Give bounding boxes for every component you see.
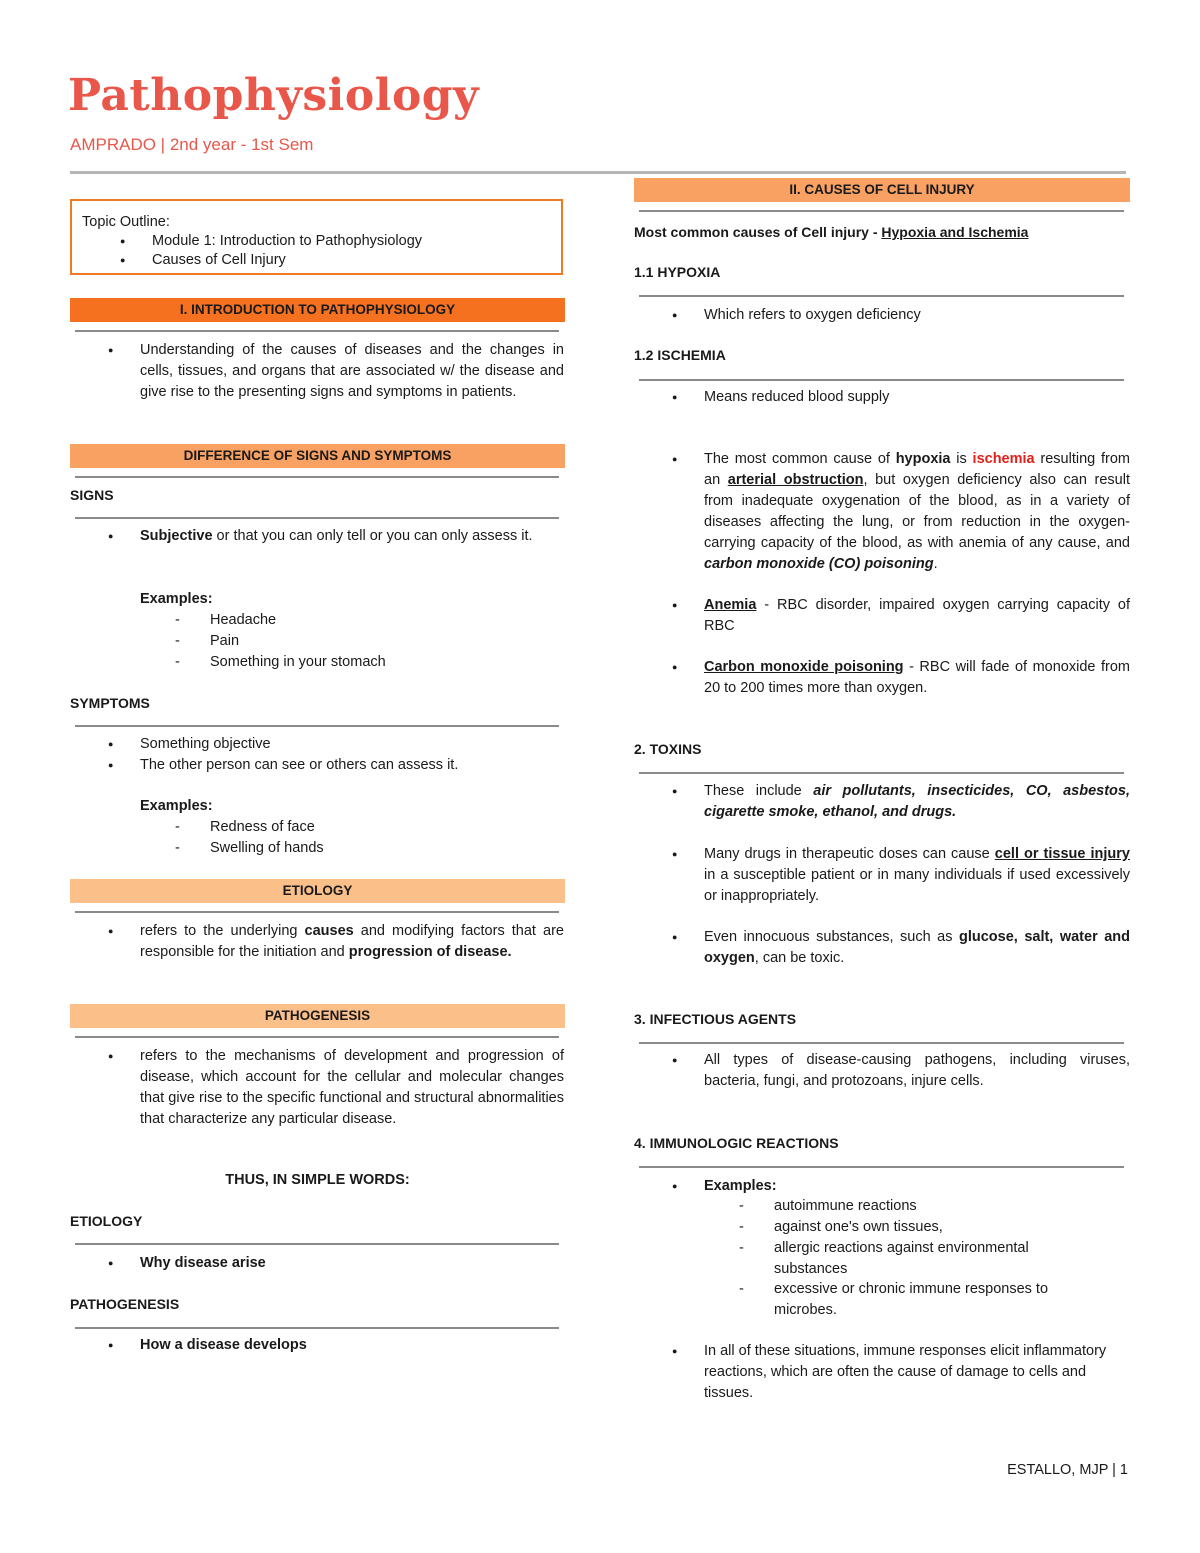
- causes-banner: II. CAUSES OF CELL INJURY: [634, 178, 1130, 202]
- list-item: - against one's own tissues,: [634, 1217, 1094, 1238]
- innoc-list: glucose, salt, water and oxygen: [704, 929, 1131, 966]
- section-divider: [639, 379, 1124, 381]
- list-item: - Something in your stomach: [70, 652, 386, 673]
- cc-co-poisoning: carbon monoxide (CO) poisoning: [704, 556, 934, 572]
- intro-banner: I. INTRODUCTION TO PATHOPHYSIOLOGY: [70, 298, 565, 322]
- infectious-text: ● All types of disease-causing pathogens, including viruses, bacteria, fungi, and protozoans, injure cells.: [634, 1050, 1130, 1092]
- symptoms-heading: SYMPTOMS: [70, 695, 150, 711]
- signs-bold: Subjective: [140, 528, 213, 544]
- section-divider: [639, 1042, 1124, 1044]
- document-subtitle: AMPRADO | 2nd year - 1st Sem: [70, 135, 314, 154]
- common-causes-line: [634, 222, 1028, 243]
- list-item: ● Something objective: [70, 734, 564, 755]
- cc-hypoxia: hypoxia: [895, 451, 951, 467]
- section-divider: [639, 210, 1124, 212]
- signs-examples-label: Examples:: [140, 591, 213, 607]
- symptoms-examples-label: Examples:: [140, 798, 213, 814]
- common-cause-text: [634, 449, 1130, 575]
- diff-banner: DIFFERENCE OF SIGNS AND SYMPTOMS: [70, 444, 565, 468]
- immuno-heading: 4. IMMUNOLOGIC REACTIONS: [634, 1135, 839, 1151]
- etiology-progression: progression of disease.: [348, 944, 512, 960]
- toxins-heading: 2. TOXINS: [634, 741, 702, 757]
- section-divider: [639, 1166, 1124, 1168]
- section-divider: [75, 725, 559, 727]
- outline-item: ● Causes of Cell Injury: [82, 251, 551, 270]
- pathogenesis-text: ● refers to the mechanisms of development and progression of disease, which account for the cellular and molecular changes that give rise to the specific functional and structural abnormalities that characterize any particular disease.: [70, 1046, 564, 1130]
- list-item: - excessive or chronic immune responses to microbes.: [634, 1279, 1094, 1321]
- list-item: - Headache: [70, 610, 276, 631]
- list-item: - autoimmune reactions: [634, 1196, 1094, 1217]
- drugs-pre: Many drugs in therapeutic doses can cause: [704, 846, 995, 862]
- section-divider: [75, 1327, 559, 1329]
- topic-outline-box: [70, 199, 563, 275]
- anemia-def: - RBC disorder, impaired oxygen carrying capacity of RBC: [704, 597, 1130, 634]
- signs-rest: or that you can only tell or you can only assess it.: [212, 528, 533, 544]
- etiology-pre: refers to the underlying: [140, 923, 305, 939]
- innocuous-text: [634, 927, 1130, 969]
- common-underlined: Hypoxia and Ischemia: [881, 224, 1029, 240]
- anemia-term: Anemia: [704, 597, 757, 613]
- innoc-pre: Even innocuous substances, such as: [704, 929, 959, 945]
- co-def: - RBC will fade of monoxide from 20 to 200 times more than oxygen.: [704, 659, 1130, 696]
- section-divider: [75, 911, 559, 913]
- header-divider: [70, 171, 1126, 174]
- ischemia-text: ● Means reduced blood supply: [634, 387, 1130, 408]
- cc-arterial-obstruction: arterial obstruction: [727, 472, 864, 488]
- page-footer: ESTALLO, MJP | 1: [1007, 1462, 1128, 1478]
- drugs-text: [634, 844, 1130, 907]
- drugs-injury: cell or tissue injury: [994, 846, 1130, 862]
- etiology-causes: causes: [304, 923, 354, 939]
- innoc-post: , can be toxic.: [754, 950, 845, 966]
- etiology-banner: ETIOLOGY: [70, 879, 565, 903]
- outline-item: ● Module 1: Introduction to Pathophysiology: [82, 232, 551, 251]
- co-term: Carbon monoxide poisoning: [704, 659, 904, 675]
- common-pre: Most common causes of Cell injury -: [634, 224, 882, 240]
- topic-outline-label: Topic Outline:: [82, 214, 170, 230]
- cc-t3: resulting from an: [704, 451, 1130, 488]
- anemia-text: [634, 595, 1130, 637]
- infectious-heading: 3. INFECTIOUS AGENTS: [634, 1011, 797, 1027]
- signs-text: [70, 526, 564, 547]
- etiology-simple: ● Why disease arise: [70, 1253, 564, 1274]
- section-divider: [75, 517, 559, 519]
- drugs-post: in a susceptible patient or in many individuals if used excessively or inappropriately.: [704, 867, 1130, 904]
- section-divider: [639, 772, 1124, 774]
- list-item: - allergic reactions against environmental substances: [634, 1238, 1094, 1280]
- co-text: [634, 657, 1130, 699]
- section-divider: [639, 295, 1124, 297]
- list-item: - Redness of face: [70, 817, 315, 838]
- hypoxia-text: ● Which refers to oxygen deficiency: [634, 305, 1130, 326]
- etiology-mid: and modifying factors that are responsible for the initiation and: [140, 923, 564, 960]
- section-divider: [75, 330, 559, 332]
- cc-t5: .: [933, 556, 938, 572]
- immuno-final-text: ● In all of these situations, immune responses elicit inflammatory reactions, which are often the cause of damage to cells and tissues.: [634, 1341, 1130, 1404]
- immuno-examples-label: ● Examples:: [634, 1176, 1130, 1197]
- toxins-pre: These include: [704, 783, 814, 799]
- toxins-text: [634, 781, 1130, 823]
- etiology-text: [70, 921, 564, 963]
- cc-ischemia: ischemia: [972, 451, 1035, 467]
- cc-t2: is: [950, 451, 973, 467]
- intro-text: ● Understanding of the causes of diseases and the changes in cells, tissues, and organs that are associated w/ the disease and give rise to the presenting signs and symptoms in patients.: [70, 340, 564, 403]
- hypoxia-heading: 1.1 HYPOXIA: [634, 264, 721, 280]
- thus-heading: THUS, IN SIMPLE WORDS:: [225, 1172, 410, 1188]
- list-item: - Pain: [70, 631, 239, 652]
- toxins-list: air pollutants, insecticides, CO, asbestos, cigarette smoke, ethanol, and drugs.: [704, 783, 1130, 820]
- cc-t4: , but oxygen deficiency also can result from inadequate oxygenation of the blood, as in a variety of diseases affecting the lung, or from reduction in the oxygen-carrying capacity of the blood, as with anemia of any cause, and: [704, 472, 1130, 551]
- pathogenesis-simple: ● How a disease develops: [70, 1335, 564, 1356]
- section-divider: [75, 1243, 559, 1245]
- list-item: ● The other person can see or others can assess it.: [70, 755, 564, 776]
- etiology-heading: ETIOLOGY: [70, 1213, 143, 1229]
- pathogenesis-heading: PATHOGENESIS: [70, 1296, 180, 1312]
- signs-heading: SIGNS: [70, 487, 114, 503]
- pathogenesis-banner: PATHOGENESIS: [70, 1004, 565, 1028]
- document-title: Pathophysiology: [68, 70, 480, 121]
- cc-t1: The most common cause of: [704, 451, 896, 467]
- section-divider: [75, 1036, 559, 1038]
- ischemia-heading: 1.2 ISCHEMIA: [634, 347, 726, 363]
- list-item: - Swelling of hands: [70, 838, 324, 859]
- section-divider: [75, 476, 559, 478]
